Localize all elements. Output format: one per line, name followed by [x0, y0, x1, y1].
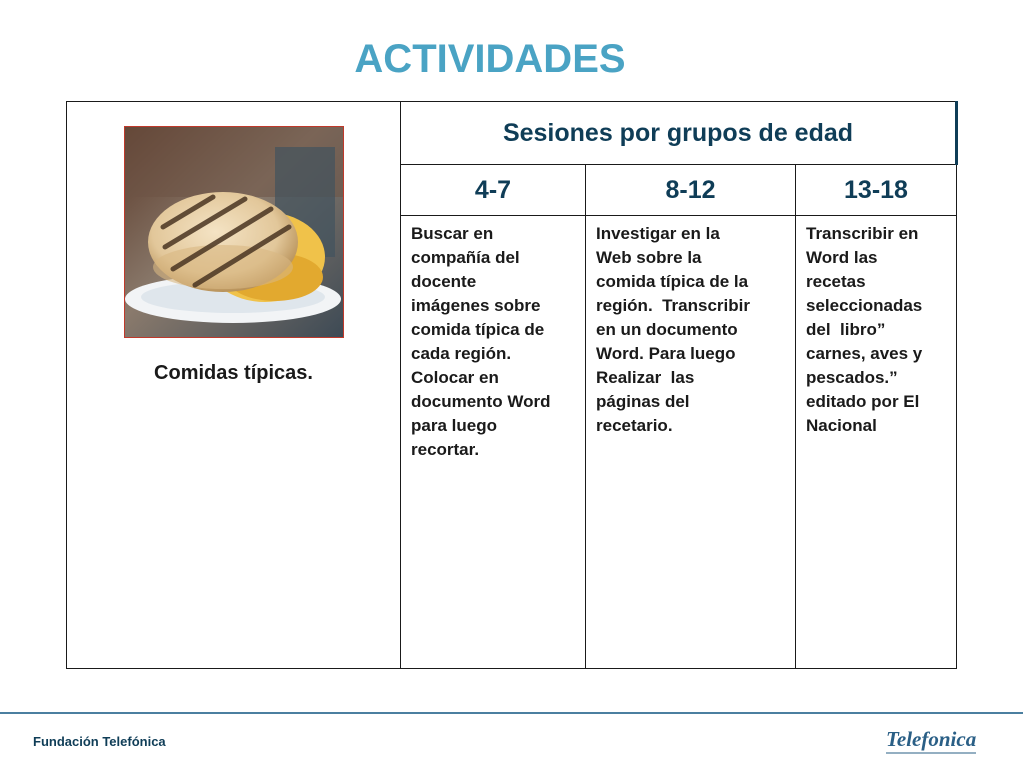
activities-table: [66, 101, 958, 669]
age-group-13-18: 13-18: [796, 165, 957, 216]
telefonica-logo: [882, 724, 980, 758]
activity-label: Comidas típicas.: [154, 362, 313, 384]
age-group-8-12: 8-12: [586, 165, 796, 216]
description-4-7: Buscar en compañía del docente imágenes sobre comida típica de cada región. Colocar en documento Word para luego recortar.: [401, 216, 586, 669]
description-8-12: Investigar en la Web sobre la comida típica de la región. Transcribir en un documento Word. Para luego Realizar las páginas del recetario.: [586, 216, 796, 669]
table-header: Sesiones por grupos de edad: [401, 102, 957, 165]
food-photo: [124, 126, 344, 338]
svg-text:Telefonica: Telefonica: [886, 727, 977, 751]
footer-organization: Fundación Telefónica: [33, 734, 166, 749]
activity-cell: [67, 102, 401, 669]
footer-divider: [0, 712, 1023, 714]
description-13-18: Transcribir en Word las recetas seleccionadas del libro” carnes, aves y pescados.” editado por El Nacional: [796, 216, 957, 669]
page-title: ACTIVIDADES: [354, 37, 626, 81]
age-group-4-7: 4-7: [401, 165, 586, 216]
